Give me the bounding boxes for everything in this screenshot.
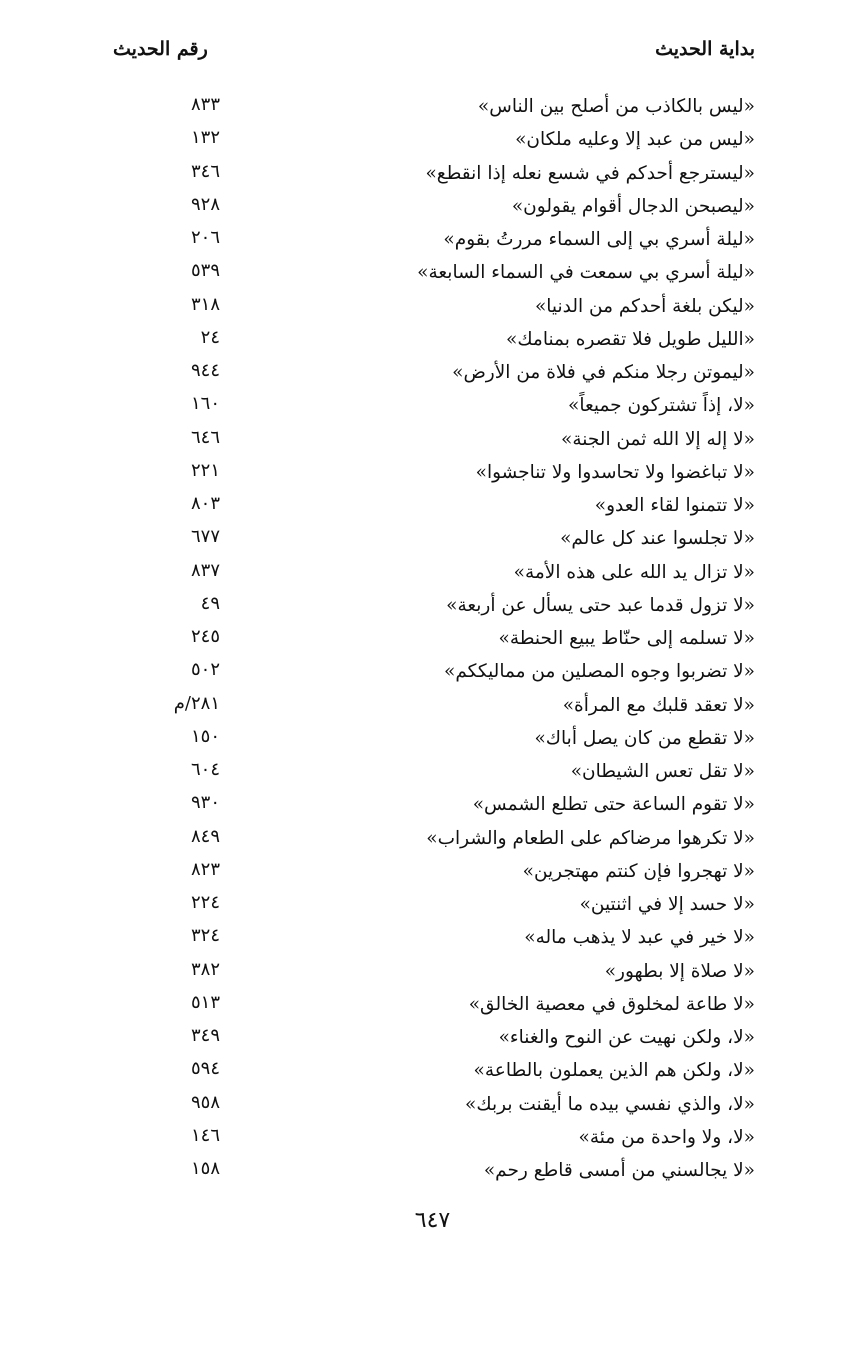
index-row [0,323,865,356]
hadith-number: ٣٨٢ [190,958,220,980]
column-header-hadith-number: رقم الحديث [113,38,208,60]
hadith-text: «لا حسد إلا في اثنتين» [579,894,755,915]
hadith-text: «لا تضربوا وجوه المصلين من مماليككم» [444,661,755,683]
hadith-text: «ليلة أسري بي سمعت في السماء السابعة» [417,262,755,284]
hadith-number: ٢٤٥ [190,626,220,647]
index-row [0,522,865,555]
hadith-number: ٩٤٤ [190,360,220,381]
index-row [0,256,865,289]
hadith-number: ٢٨١/م [173,692,220,714]
index-row [0,822,865,855]
hadith-number: ٥٠٢ [190,659,220,681]
hadith-number: ١٦٠ [190,393,220,415]
page-number: ٦٤٧ [414,1208,451,1233]
hadith-text: «لا، ولكن هم الذين يعملون بالطاعة» [473,1060,755,1082]
hadith-text: «ليلة أسري بي إلى السماء مررتُ بقوم» [443,229,755,250]
hadith-text: «ليموتن رجلا منكم في فلاة من الأرض» [452,362,755,383]
hadith-number: ٨٠٣ [190,493,220,514]
index-row [0,190,865,223]
index-row [0,755,865,788]
hadith-text: «ليس من عبد إلا وعليه ملكان» [515,129,755,151]
index-row [0,788,865,821]
hadith-text: «لا يجالسني من أمسى قاطع رحم» [483,1160,755,1181]
hadith-number: ٨٣٧ [190,559,220,581]
index-row [0,888,865,921]
index-row [0,1054,865,1087]
hadith-number: ٦٤٦ [190,426,220,448]
hadith-text: «لا إله إلا الله ثمن الجنة» [561,428,755,450]
hadith-text: «لا تزال يد الله على هذه الأمة» [513,561,755,583]
hadith-text: «لا تباغضوا ولا تحاسدوا ولا تناجشوا» [475,461,755,483]
hadith-text: «ليكن بلغة أحدكم من الدنيا» [534,295,755,317]
index-row [0,988,865,1021]
hadith-number: ١٥٨ [190,1158,220,1179]
index-row [0,389,865,422]
hadith-text: «ليسترجع أحدكم في شسع نعله إذا انقطع» [425,162,755,184]
hadith-number: ٨٢٣ [190,858,220,880]
index-row [0,722,865,755]
index-row [0,1088,865,1121]
hadith-number: ٦٠٤ [190,759,220,780]
hadith-text: «لا تقطع من كان يصل أباك» [534,727,755,749]
index-row [0,223,865,256]
hadith-number: ٨٤٩ [190,825,220,847]
hadith-text: «لا تهجروا فإن كنتم مهتجرين» [522,860,755,882]
hadith-number: ٩٢٨ [190,193,220,215]
index-row [0,1121,865,1154]
hadith-number: ٨٣٣ [190,94,220,115]
hadith-number: ٩٥٨ [190,1091,220,1113]
hadith-text: «لا تزول قدما عبد حتى يسأل عن أربعة» [446,594,755,616]
hadith-number: ٣٢٤ [190,925,220,947]
hadith-number: ٥٩٤ [190,1058,220,1080]
index-row [0,157,865,190]
hadith-number: ٥٣٩ [190,260,220,282]
hadith-text: «الليل طويل فلا تقصره بمنامك» [506,328,755,350]
hadith-index-list [0,90,865,1187]
index-row [0,589,865,622]
index-row [0,1021,865,1054]
index-row [0,1154,865,1187]
hadith-text: «لا، ولا واحدة من مئة» [578,1126,755,1148]
hadith-number: ٣٤٦ [190,160,220,182]
hadith-text: «لا تجلسوا عند كل عالم» [560,528,755,550]
hadith-text: «لا، ولكن نهيت عن النوح والغناء» [498,1027,755,1048]
hadith-text: «لا، والذي نفسي بيده ما أيقنت بربك» [465,1093,755,1115]
hadith-text: «لا تكرهوا مرضاكم على الطعام والشراب» [426,827,755,849]
index-row [0,855,865,888]
index-row [0,622,865,655]
hadith-number: ٣٤٩ [190,1025,220,1046]
hadith-number: ٤٩ [200,592,220,614]
index-row [0,955,865,988]
index-row [0,489,865,522]
hadith-number: ٢٤ [200,326,220,348]
hadith-number: ٢٠٦ [190,227,220,248]
index-row [0,123,865,156]
hadith-number: ١٤٦ [190,1124,220,1146]
index-row [0,556,865,589]
hadith-text: «ليس بالكاذب من أصلح بين الناس» [477,96,755,117]
hadith-number: ٣١٨ [190,293,220,315]
hadith-number: ٢٢١ [190,459,220,481]
hadith-text: «لا تقل تعس الشيطان» [570,761,755,782]
index-row [0,356,865,389]
index-row [0,921,865,954]
index-row [0,689,865,722]
hadith-text: «لا تسلمه إلى حنّاط يبيع الحنطة» [498,628,755,649]
index-row [0,456,865,489]
hadith-number: ٦٧٧ [190,526,220,548]
hadith-number: ١٣٢ [190,127,220,149]
column-header-hadith-start: بداية الحديث [655,38,755,60]
index-row [0,290,865,323]
hadith-text: «لا تتمنوا لقاء العدو» [594,495,755,516]
hadith-number: ٩٣٠ [190,792,220,814]
index-row [0,655,865,688]
hadith-text: «لا طاعة لمخلوق في معصية الخالق» [468,993,755,1015]
hadith-text: «لا تعقد قلبك مع المرأة» [562,694,755,716]
hadith-number: ٥١٣ [190,991,220,1013]
hadith-number: ٢٢٤ [190,892,220,913]
hadith-number: ١٥٠ [190,725,220,747]
hadith-text: «لا، إذاً تشتركون جميعاً» [568,395,755,417]
hadith-text: «ليصبحن الدجال أقوام يقولون» [511,195,755,217]
hadith-text: «لا تقوم الساعة حتى تطلع الشمس» [472,794,755,816]
index-row [0,90,865,123]
hadith-text: «لا خير في عبد لا يذهب ماله» [524,927,755,949]
hadith-text: «لا صلاة إلا بطهور» [604,960,755,982]
index-row [0,423,865,456]
